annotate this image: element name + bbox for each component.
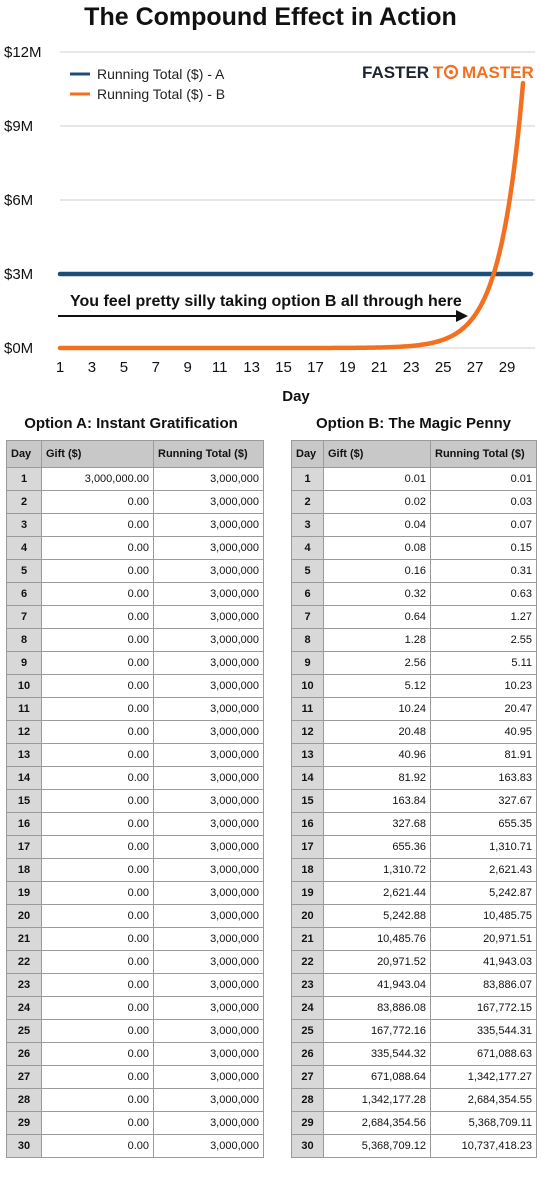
table-row: [7, 951, 264, 974]
running-total-cell: 163.83: [431, 767, 537, 790]
running-total-cell: 3,000,000: [154, 1043, 264, 1066]
day-cell: 21: [292, 928, 324, 951]
gift-cell: 0.00: [42, 813, 154, 836]
running-total-cell: 3,000,000: [154, 813, 264, 836]
table-row: [7, 629, 264, 652]
running-total-cell: 3,000,000: [154, 997, 264, 1020]
table-row: [7, 744, 264, 767]
running-total-cell: 2,621.43: [431, 859, 537, 882]
running-total-cell: 3,000,000: [154, 560, 264, 583]
gift-cell: 0.00: [42, 606, 154, 629]
gift-cell: 0.00: [42, 1066, 154, 1089]
day-cell: 5: [292, 560, 324, 583]
running-total-cell: 2.55: [431, 629, 537, 652]
x-tick-label: 27: [466, 359, 484, 376]
gift-cell: 0.00: [42, 1043, 154, 1066]
running-total-cell: 3,000,000: [154, 905, 264, 928]
table-row: [292, 997, 537, 1020]
running-total-cell: 335,544.31: [431, 1020, 537, 1043]
day-cell: 12: [292, 721, 324, 744]
table-row: [292, 744, 537, 767]
annotation-arrow-head: [456, 310, 468, 322]
x-tick-label: 3: [87, 359, 97, 376]
gift-cell: 0.32: [324, 583, 431, 606]
table-row: [7, 790, 264, 813]
column-header: Day: [292, 441, 324, 468]
gift-cell: 0.00: [42, 1020, 154, 1043]
table-row: [292, 859, 537, 882]
running-total-cell: 671,088.63: [431, 1043, 537, 1066]
running-total-cell: 3,000,000: [154, 859, 264, 882]
table-row: [292, 882, 537, 905]
table-row: [7, 491, 264, 514]
x-tick-label: 1: [55, 359, 65, 376]
x-tick-label: 25: [434, 359, 452, 376]
day-cell: 25: [292, 1020, 324, 1043]
table-row: [7, 583, 264, 606]
gift-cell: 1.28: [324, 629, 431, 652]
running-total-cell: 3,000,000: [154, 468, 264, 491]
table-row: [292, 583, 537, 606]
gift-cell: 83,886.08: [324, 997, 431, 1020]
table-row: [292, 790, 537, 813]
table-row: [7, 813, 264, 836]
table-row: [7, 1089, 264, 1112]
day-cell: 4: [7, 537, 42, 560]
running-total-cell: 41,943.03: [431, 951, 537, 974]
y-tick-label: $12M: [4, 44, 42, 61]
day-cell: 26: [292, 1043, 324, 1066]
gift-cell: 0.00: [42, 560, 154, 583]
day-cell: 18: [292, 859, 324, 882]
table-row: [292, 1135, 537, 1158]
gift-cell: 20,971.52: [324, 951, 431, 974]
running-total-cell: 3,000,000: [154, 767, 264, 790]
running-total-cell: 40.95: [431, 721, 537, 744]
gift-cell: 0.00: [42, 1112, 154, 1135]
day-cell: 17: [7, 836, 42, 859]
day-cell: 24: [292, 997, 324, 1020]
column-header: Gift ($): [324, 441, 431, 468]
table-row: [292, 698, 537, 721]
gift-cell: 0.00: [42, 997, 154, 1020]
day-cell: 3: [7, 514, 42, 537]
running-total-cell: 81.91: [431, 744, 537, 767]
day-cell: 3: [292, 514, 324, 537]
gift-cell: 0.00: [42, 928, 154, 951]
gift-cell: 163.84: [324, 790, 431, 813]
day-cell: 2: [7, 491, 42, 514]
day-cell: 20: [7, 905, 42, 928]
day-cell: 10: [7, 675, 42, 698]
gift-cell: 0.64: [324, 606, 431, 629]
day-cell: 7: [292, 606, 324, 629]
gift-cell: 2.56: [324, 652, 431, 675]
day-cell: 11: [292, 698, 324, 721]
gift-cell: 655.36: [324, 836, 431, 859]
day-cell: 13: [292, 744, 324, 767]
running-total-cell: 3,000,000: [154, 537, 264, 560]
day-cell: 14: [292, 767, 324, 790]
table-row: [292, 721, 537, 744]
table-row: [292, 1043, 537, 1066]
table-row: [292, 606, 537, 629]
x-tick-label: 23: [402, 359, 420, 376]
running-total-cell: 3,000,000: [154, 1066, 264, 1089]
day-cell: 16: [7, 813, 42, 836]
running-total-cell: 5,368,709.11: [431, 1112, 537, 1135]
day-cell: 19: [292, 882, 324, 905]
running-total-cell: 0.07: [431, 514, 537, 537]
running-total-cell: 3,000,000: [154, 974, 264, 997]
gift-cell: 0.08: [324, 537, 431, 560]
table-row: [292, 836, 537, 859]
day-cell: 17: [292, 836, 324, 859]
running-total-cell: 3,000,000: [154, 1135, 264, 1158]
running-total-cell: 3,000,000: [154, 1112, 264, 1135]
gift-cell: 20.48: [324, 721, 431, 744]
table-row: [7, 675, 264, 698]
gift-cell: 0.04: [324, 514, 431, 537]
running-total-cell: 3,000,000: [154, 790, 264, 813]
option-a-table: [6, 440, 264, 1158]
gift-cell: 0.02: [324, 491, 431, 514]
table-row: [7, 905, 264, 928]
running-total-cell: 3,000,000: [154, 675, 264, 698]
y-tick-label: $9M: [4, 118, 34, 135]
gift-cell: 41,943.04: [324, 974, 431, 997]
day-cell: 24: [7, 997, 42, 1020]
x-tick-label: 15: [275, 359, 292, 376]
running-total-cell: 0.15: [431, 537, 537, 560]
gift-cell: 0.00: [42, 514, 154, 537]
day-cell: 21: [7, 928, 42, 951]
day-cell: 20: [292, 905, 324, 928]
day-cell: 22: [7, 951, 42, 974]
gift-cell: 0.00: [42, 767, 154, 790]
running-total-cell: 3,000,000: [154, 629, 264, 652]
column-header: Running Total ($): [431, 441, 537, 468]
gift-cell: 0.00: [42, 859, 154, 882]
table-row: [7, 606, 264, 629]
table-row: [7, 859, 264, 882]
brand-logo: [362, 63, 534, 82]
day-cell: 13: [7, 744, 42, 767]
running-total-cell: 3,000,000: [154, 698, 264, 721]
day-cell: 6: [292, 583, 324, 606]
table-row: [292, 1112, 537, 1135]
gift-cell: 1,342,177.28: [324, 1089, 431, 1112]
gift-cell: 5,242.88: [324, 905, 431, 928]
gift-cell: 0.00: [42, 652, 154, 675]
gift-cell: 0.00: [42, 675, 154, 698]
table-row: [7, 1066, 264, 1089]
gift-cell: 327.68: [324, 813, 431, 836]
day-cell: 2: [292, 491, 324, 514]
day-cell: 25: [7, 1020, 42, 1043]
running-total-cell: 167,772.15: [431, 997, 537, 1020]
day-cell: 9: [292, 652, 324, 675]
running-total-cell: 0.63: [431, 583, 537, 606]
column-header: Running Total ($): [154, 441, 264, 468]
running-total-cell: 10.23: [431, 675, 537, 698]
day-cell: 30: [292, 1135, 324, 1158]
table-row: [7, 468, 264, 491]
table-row: [7, 928, 264, 951]
gift-cell: 0.00: [42, 1135, 154, 1158]
running-total-cell: 3,000,000: [154, 1020, 264, 1043]
day-cell: 29: [7, 1112, 42, 1135]
table-row: [292, 767, 537, 790]
gift-cell: 0.00: [42, 1089, 154, 1112]
day-cell: 7: [7, 606, 42, 629]
day-cell: 15: [292, 790, 324, 813]
day-cell: 27: [292, 1066, 324, 1089]
running-total-cell: 327.67: [431, 790, 537, 813]
day-cell: 4: [292, 537, 324, 560]
running-total-cell: 3,000,000: [154, 928, 264, 951]
gift-cell: 0.00: [42, 905, 154, 928]
day-cell: 8: [292, 629, 324, 652]
table-row: [7, 997, 264, 1020]
running-total-cell: 3,000,000: [154, 882, 264, 905]
table-a-title: Option A: Instant Gratification: [24, 415, 238, 432]
x-tick-label: 13: [243, 359, 260, 376]
day-cell: 12: [7, 721, 42, 744]
running-total-cell: 3,000,000: [154, 652, 264, 675]
running-total-cell: 3,000,000: [154, 606, 264, 629]
x-tick-label: 29: [498, 359, 516, 376]
table-row: [7, 882, 264, 905]
running-total-cell: 3,000,000: [154, 836, 264, 859]
day-cell: 22: [292, 951, 324, 974]
table-row: [292, 1066, 537, 1089]
running-total-cell: 5.11: [431, 652, 537, 675]
x-tick-label: 7: [151, 359, 160, 376]
running-total-cell: 1,342,177.27: [431, 1066, 537, 1089]
day-cell: 10: [292, 675, 324, 698]
table-row: [7, 560, 264, 583]
table-row: [292, 928, 537, 951]
table-row: [292, 514, 537, 537]
gift-cell: 0.00: [42, 836, 154, 859]
x-tick-label: 21: [370, 359, 388, 376]
gift-cell: 40.96: [324, 744, 431, 767]
table-row: [292, 813, 537, 836]
table-row: [7, 537, 264, 560]
option-b-table: [291, 440, 537, 1158]
table-row: [292, 1020, 537, 1043]
x-tick-label: 11: [211, 359, 228, 376]
day-cell: 28: [292, 1089, 324, 1112]
running-total-cell: 2,684,354.55: [431, 1089, 537, 1112]
gift-cell: 0.00: [42, 790, 154, 813]
running-total-cell: 3,000,000: [154, 951, 264, 974]
table-row: [7, 721, 264, 744]
table-row: [292, 537, 537, 560]
x-tick-label: 9: [183, 359, 192, 376]
day-cell: 11: [7, 698, 42, 721]
x-axis-label: Day: [282, 388, 310, 405]
table-row: [7, 767, 264, 790]
day-cell: 30: [7, 1135, 42, 1158]
running-total-cell: 20.47: [431, 698, 537, 721]
x-tick-label: 5: [119, 359, 129, 376]
day-cell: 27: [7, 1066, 42, 1089]
running-total-cell: 83,886.07: [431, 974, 537, 997]
table-row: [7, 1135, 264, 1158]
day-cell: 5: [7, 560, 42, 583]
day-cell: 18: [7, 859, 42, 882]
table-row: [7, 974, 264, 997]
table-row: [292, 951, 537, 974]
table-row: [7, 514, 264, 537]
day-cell: 28: [7, 1089, 42, 1112]
legend-label: Running Total ($) - A: [97, 66, 225, 82]
table-row: [292, 468, 537, 491]
day-cell: 29: [292, 1112, 324, 1135]
running-total-cell: 10,485.75: [431, 905, 537, 928]
running-total-cell: 0.03: [431, 491, 537, 514]
running-total-cell: 0.31: [431, 560, 537, 583]
running-total-cell: 1,310.71: [431, 836, 537, 859]
day-cell: 26: [7, 1043, 42, 1066]
gift-cell: 5.12: [324, 675, 431, 698]
table-row: [7, 836, 264, 859]
running-total-cell: 3,000,000: [154, 583, 264, 606]
legend-label: Running Total ($) - B: [97, 86, 226, 102]
table-row: [7, 1020, 264, 1043]
running-total-cell: 655.35: [431, 813, 537, 836]
logo-word-faster: FASTER: [362, 63, 430, 82]
day-cell: 6: [7, 583, 42, 606]
gift-cell: 0.00: [42, 491, 154, 514]
running-total-cell: 3,000,000: [154, 491, 264, 514]
table-b-title: Option B: The Magic Penny: [315, 415, 511, 432]
table-row: [292, 560, 537, 583]
gift-cell: 0.01: [324, 468, 431, 491]
gift-cell: 0.00: [42, 583, 154, 606]
x-tick-label: 19: [339, 359, 356, 376]
table-row: [292, 974, 537, 997]
running-total-cell: 0.01: [431, 468, 537, 491]
table-row: [7, 1043, 264, 1066]
y-tick-label: $0M: [4, 340, 34, 357]
table-row: [7, 698, 264, 721]
gift-cell: 10.24: [324, 698, 431, 721]
gift-cell: 0.00: [42, 721, 154, 744]
table-row: [292, 905, 537, 928]
gift-cell: 2,684,354.56: [324, 1112, 431, 1135]
gift-cell: 2,621.44: [324, 882, 431, 905]
running-total-cell: 3,000,000: [154, 1089, 264, 1112]
gift-cell: 10,485.76: [324, 928, 431, 951]
day-cell: 1: [292, 468, 324, 491]
y-tick-label: $6M: [4, 192, 34, 209]
day-cell: 15: [7, 790, 42, 813]
table-row: [292, 652, 537, 675]
gift-cell: 0.00: [42, 951, 154, 974]
gift-cell: 167,772.16: [324, 1020, 431, 1043]
gift-cell: 0.00: [42, 744, 154, 767]
gift-cell: 0.00: [42, 698, 154, 721]
gift-cell: 335,544.32: [324, 1043, 431, 1066]
day-cell: 16: [292, 813, 324, 836]
gift-cell: 3,000,000.00: [42, 468, 154, 491]
gift-cell: 1,310.72: [324, 859, 431, 882]
table-row: [292, 1089, 537, 1112]
table-row: [292, 675, 537, 698]
table-row: [7, 1112, 264, 1135]
day-cell: 19: [7, 882, 42, 905]
running-total-cell: 1.27: [431, 606, 537, 629]
annotation-text: You feel pretty silly taking option B all through here: [70, 293, 462, 310]
gift-cell: 0.00: [42, 974, 154, 997]
column-header: Day: [7, 441, 42, 468]
y-tick-label: $3M: [4, 266, 34, 283]
running-total-cell: 10,737,418.23: [431, 1135, 537, 1158]
chart-title: The Compound Effect in Action: [84, 3, 457, 31]
day-cell: 8: [7, 629, 42, 652]
day-cell: 23: [292, 974, 324, 997]
running-total-cell: 20,971.51: [431, 928, 537, 951]
day-cell: 1: [7, 468, 42, 491]
table-row: [292, 491, 537, 514]
table-row: [292, 629, 537, 652]
x-tick-label: 17: [307, 359, 324, 376]
gift-cell: 81.92: [324, 767, 431, 790]
logo-word-master: MASTER: [462, 63, 534, 82]
gift-cell: 0.00: [42, 882, 154, 905]
running-total-cell: 3,000,000: [154, 744, 264, 767]
table-row: [7, 652, 264, 675]
running-total-cell: 3,000,000: [154, 721, 264, 744]
day-cell: 23: [7, 974, 42, 997]
day-cell: 14: [7, 767, 42, 790]
line-chart: [0, 0, 541, 410]
target-icon-center: [449, 70, 453, 74]
running-total-cell: 3,000,000: [154, 514, 264, 537]
gift-cell: 671,088.64: [324, 1066, 431, 1089]
column-header: Gift ($): [42, 441, 154, 468]
gift-cell: 0.16: [324, 560, 431, 583]
running-total-cell: 5,242.87: [431, 882, 537, 905]
logo-word-to: T: [433, 63, 444, 82]
gift-cell: 5,368,709.12: [324, 1135, 431, 1158]
gift-cell: 0.00: [42, 629, 154, 652]
day-cell: 9: [7, 652, 42, 675]
gift-cell: 0.00: [42, 537, 154, 560]
